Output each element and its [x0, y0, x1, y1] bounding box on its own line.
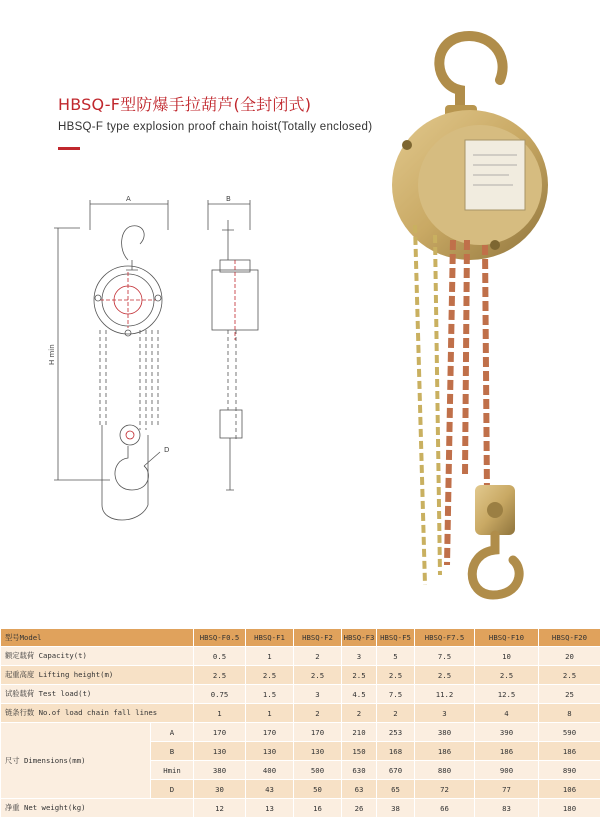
- cell: 72: [415, 780, 475, 799]
- model-header: HBSQ-F0.5: [194, 629, 246, 647]
- cell: 2.5: [539, 666, 600, 685]
- cell: 590: [539, 723, 600, 742]
- dim-h-label: H min: [48, 344, 56, 365]
- table-row: [1, 685, 600, 704]
- model-header: HBSQ-F2: [294, 629, 342, 647]
- cell: 7.5: [415, 647, 475, 666]
- cell: 2.5: [294, 666, 342, 685]
- title-underline: [58, 147, 80, 150]
- dim-sub-label: D: [151, 780, 194, 799]
- cell: 106: [539, 780, 600, 799]
- cell: 150: [342, 742, 377, 761]
- cell: 170: [194, 723, 246, 742]
- cell: 26: [342, 799, 377, 818]
- cell: 13: [246, 799, 294, 818]
- dim-sub-label: Hmin: [151, 761, 194, 780]
- cell: 130: [294, 742, 342, 761]
- cell: 5: [377, 647, 415, 666]
- model-header: HBSQ-F7.5: [415, 629, 475, 647]
- row-label: 起重高度 Lifting height(m): [1, 666, 194, 685]
- model-header: HBSQ-F3: [342, 629, 377, 647]
- cell: 2.5: [194, 666, 246, 685]
- cell: 30: [194, 780, 246, 799]
- table-row: [1, 723, 600, 742]
- cell: 7.5: [377, 685, 415, 704]
- cell: 0.75: [194, 685, 246, 704]
- cell: 8: [539, 704, 600, 723]
- cell: 400: [246, 761, 294, 780]
- cell: 130: [194, 742, 246, 761]
- cell: 83: [475, 799, 539, 818]
- cell: 66: [415, 799, 475, 818]
- cell: 63: [342, 780, 377, 799]
- cell: 168: [377, 742, 415, 761]
- model-header: HBSQ-F10: [475, 629, 539, 647]
- product-title: HBSQ-F型防爆手拉葫芦(全封闭式): [58, 92, 311, 115]
- cell: 170: [246, 723, 294, 742]
- cell: 3: [342, 647, 377, 666]
- cell: 186: [415, 742, 475, 761]
- cell: 43: [246, 780, 294, 799]
- cell: 50: [294, 780, 342, 799]
- cell: 3: [294, 685, 342, 704]
- cell: 2.5: [342, 666, 377, 685]
- cell: 170: [294, 723, 342, 742]
- cell: 130: [246, 742, 294, 761]
- table-row: [1, 647, 600, 666]
- cell: 670: [377, 761, 415, 780]
- cell: 20: [539, 647, 600, 666]
- dim-b-label: B: [226, 195, 231, 203]
- dimensions-label: 尺寸 Dimensions(mm): [1, 723, 151, 799]
- cell: 390: [475, 723, 539, 742]
- row-label: 净重 Net weight(kg): [1, 799, 194, 818]
- cell: 0.5: [194, 647, 246, 666]
- cell: 890: [539, 761, 600, 780]
- cell: 16: [294, 799, 342, 818]
- cell: 2: [342, 704, 377, 723]
- row-label: 试验载荷 Test load(t): [1, 685, 194, 704]
- model-header: HBSQ-F5: [377, 629, 415, 647]
- cell: 253: [377, 723, 415, 742]
- cell: 2: [294, 647, 342, 666]
- cell: 900: [475, 761, 539, 780]
- cell: 77: [475, 780, 539, 799]
- model-header: HBSQ-F20: [539, 629, 600, 647]
- row-label: 链条行数 No.of load chain fall lines: [1, 704, 194, 723]
- cell: 2: [377, 704, 415, 723]
- cell: 4.5: [342, 685, 377, 704]
- cell: 4: [475, 704, 539, 723]
- cell: 186: [539, 742, 600, 761]
- cell: 1: [246, 704, 294, 723]
- cell: 25: [539, 685, 600, 704]
- dim-a-label: A: [126, 195, 131, 203]
- cell: 1: [194, 704, 246, 723]
- model-label: 型号Model: [1, 629, 194, 647]
- row-label: 额定载荷 Capacity(t): [1, 647, 194, 666]
- table-row: [1, 666, 600, 685]
- hoist-product-photo: [385, 5, 565, 605]
- cell: 2.5: [377, 666, 415, 685]
- spec-table: [0, 628, 600, 818]
- table-row: [1, 704, 600, 723]
- hoist-technical-drawing: [40, 190, 270, 535]
- dim-d-label: D: [164, 446, 169, 454]
- cell: 2.5: [475, 666, 539, 685]
- dim-sub-label: B: [151, 742, 194, 761]
- model-header: HBSQ-F1: [246, 629, 294, 647]
- cell: 880: [415, 761, 475, 780]
- dim-sub-label: A: [151, 723, 194, 742]
- cell: 2: [294, 704, 342, 723]
- cell: 210: [342, 723, 377, 742]
- cell: 186: [475, 742, 539, 761]
- cell: 11.2: [415, 685, 475, 704]
- cell: 12: [194, 799, 246, 818]
- cell: 38: [377, 799, 415, 818]
- cell: 380: [194, 761, 246, 780]
- cell: 1: [246, 647, 294, 666]
- cell: 380: [415, 723, 475, 742]
- cell: 12.5: [475, 685, 539, 704]
- cell: 500: [294, 761, 342, 780]
- table-row: [1, 799, 600, 818]
- cell: 2.5: [415, 666, 475, 685]
- table-header-row: [1, 629, 600, 647]
- cell: 10: [475, 647, 539, 666]
- cell: 180: [539, 799, 600, 818]
- cell: 65: [377, 780, 415, 799]
- cell: 1.5: [246, 685, 294, 704]
- product-subtitle: HBSQ-F type explosion proof chain hoist(Totally enclosed): [58, 121, 372, 133]
- cell: 3: [415, 704, 475, 723]
- cell: 630: [342, 761, 377, 780]
- cell: 2.5: [246, 666, 294, 685]
